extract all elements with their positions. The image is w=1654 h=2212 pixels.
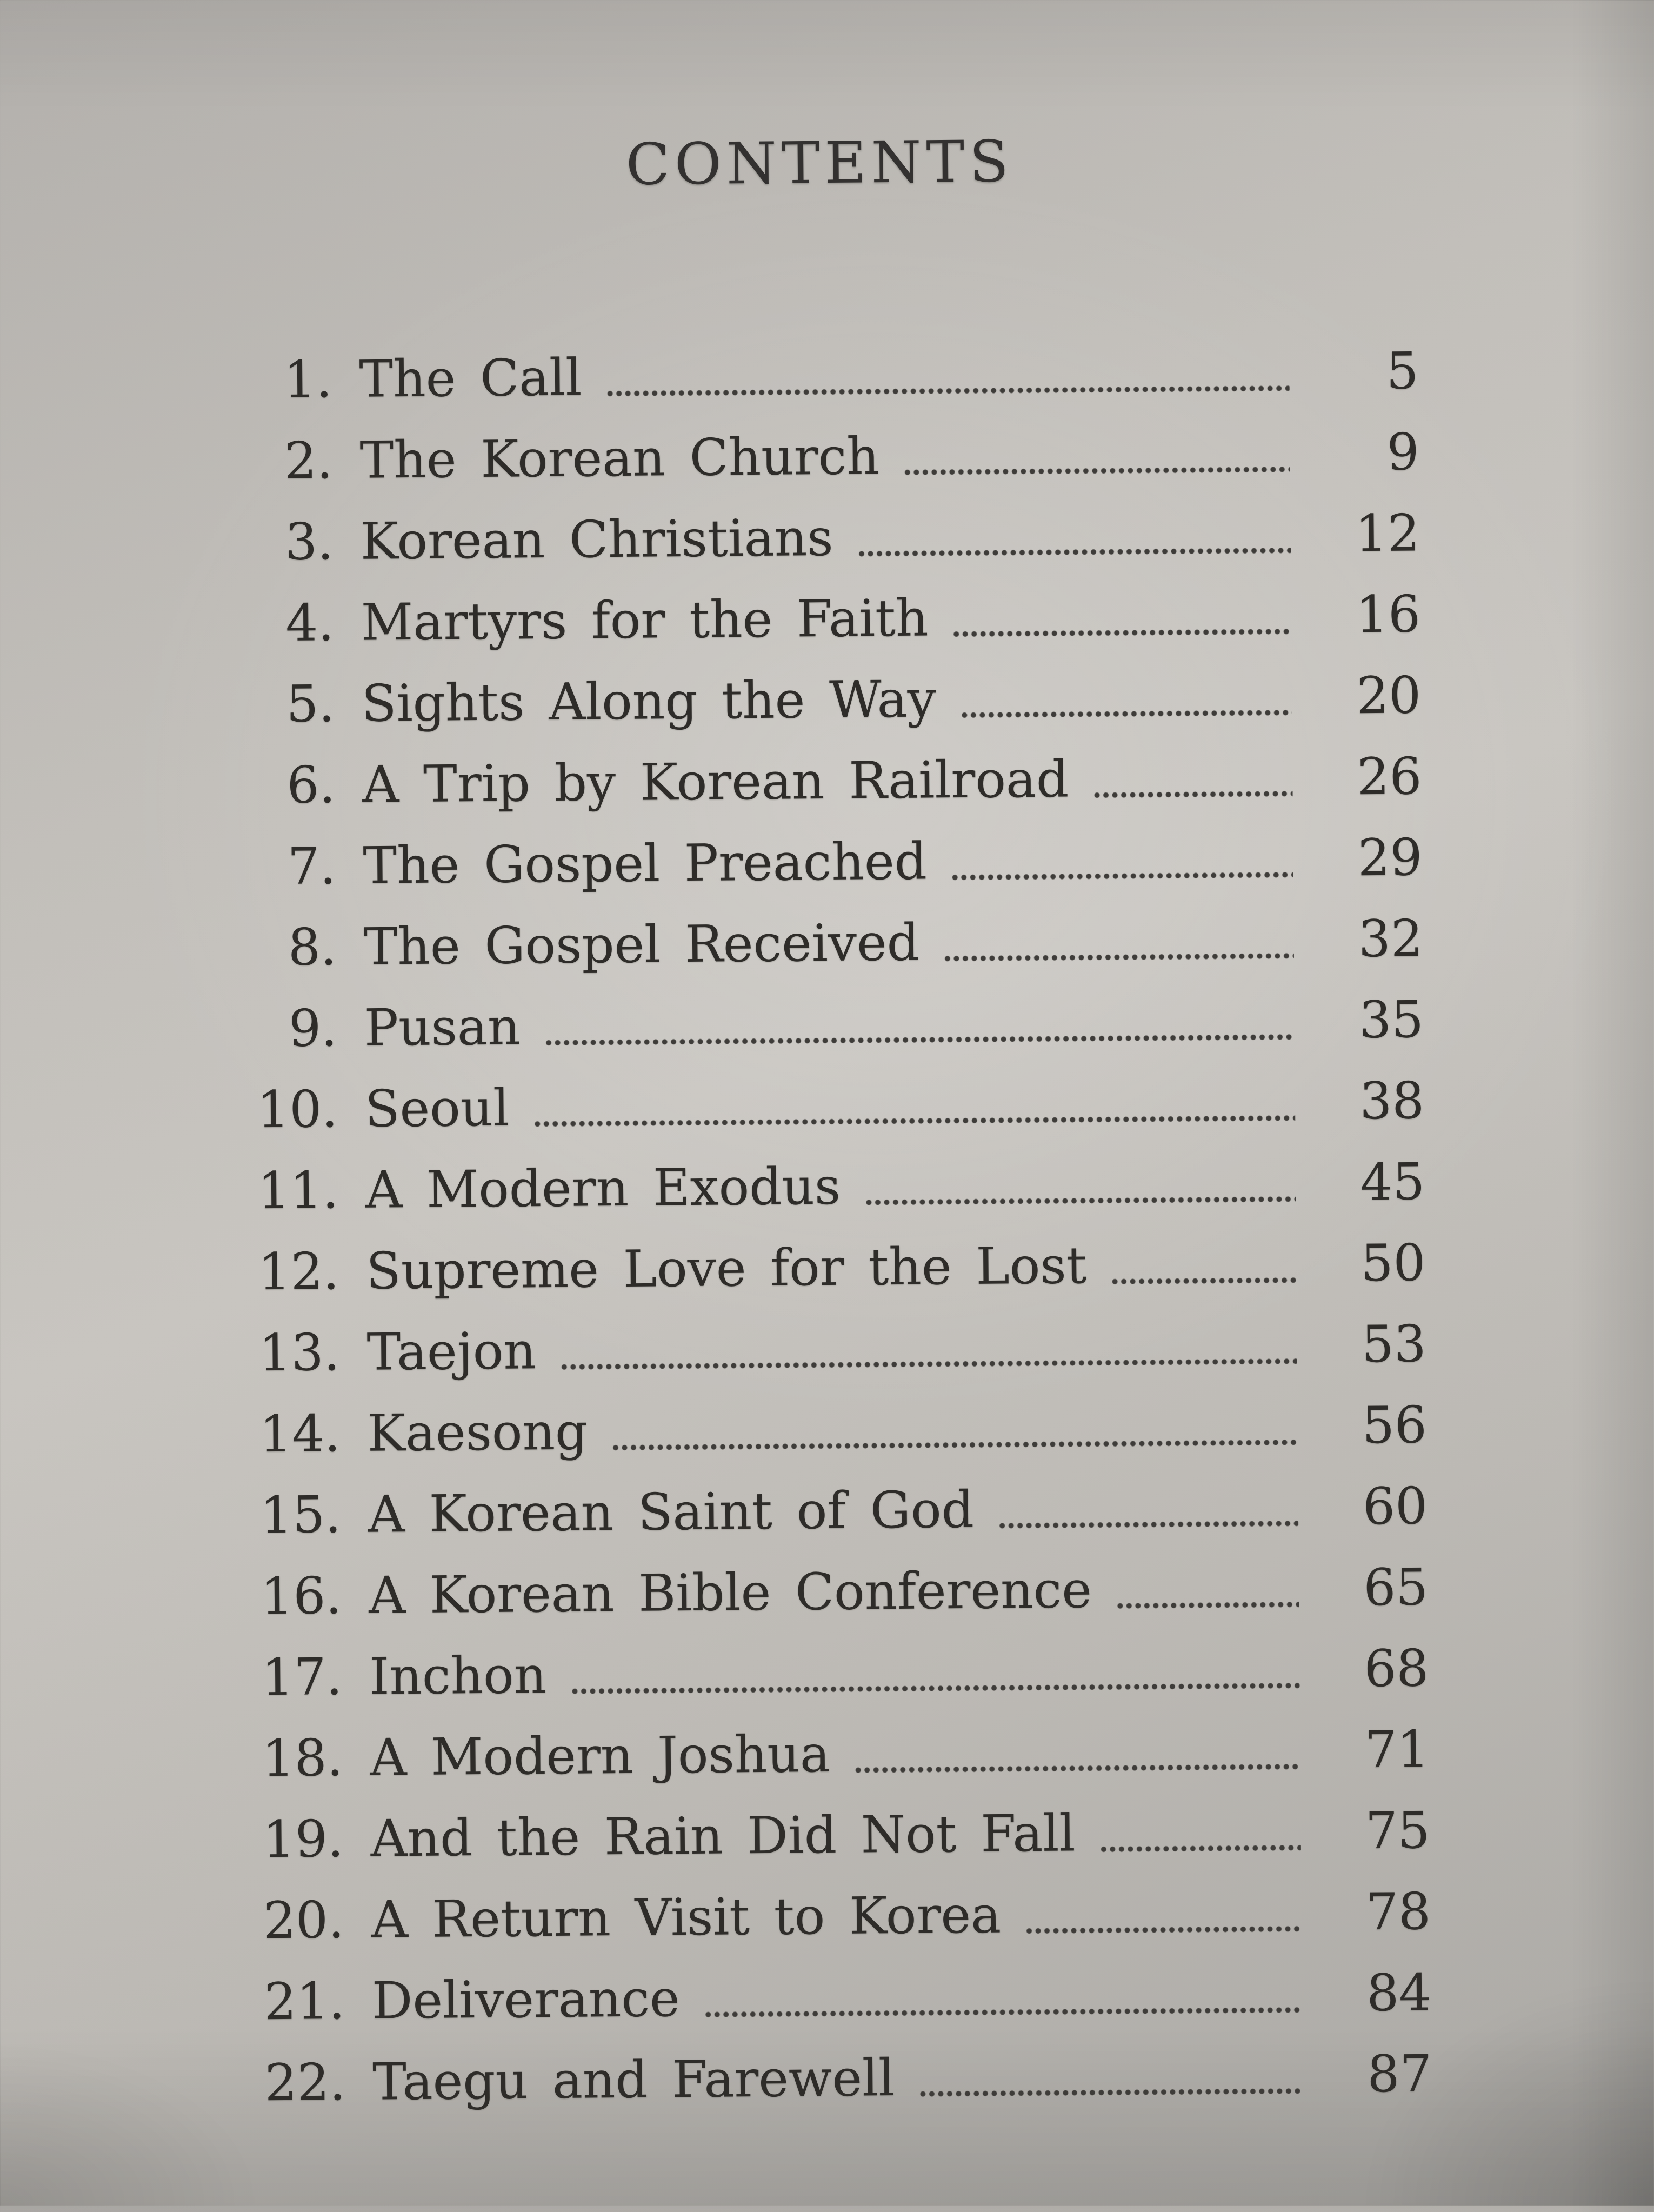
entry-number: 20. (263, 1891, 345, 1951)
toc-row (245, 1628, 1429, 1718)
entry-title: A Korean Bible Conference (368, 1561, 1092, 1625)
dot-leader-decoration (544, 1034, 1295, 1046)
entry-number: 1. (283, 350, 332, 410)
entry-title: Supreme Love for the Lost (365, 1236, 1087, 1301)
entry-title: The Gospel Preached (363, 832, 928, 896)
dot-leader-decoration (903, 466, 1290, 476)
entry-number: 21. (264, 1972, 345, 2032)
entry-page-number: 68 (1364, 1639, 1429, 1699)
toc-row (243, 1466, 1428, 1556)
entry-number: 18. (262, 1729, 343, 1789)
dot-leader-decoration (1092, 790, 1292, 798)
dot-leader-decoration (611, 1439, 1298, 1451)
entry-title: A Modern Exodus (365, 1157, 841, 1220)
entry-page-number: 35 (1358, 990, 1424, 1050)
entry-page-number: 53 (1361, 1315, 1426, 1375)
entry-title: Seoul (364, 1078, 510, 1139)
entry-title: Kaesong (367, 1402, 588, 1463)
entry-title: The Korean Church (359, 427, 880, 490)
toc-row (236, 493, 1420, 583)
dot-leader-decoration (952, 628, 1292, 637)
toc-row (235, 331, 1419, 421)
dot-leader-decoration (854, 1763, 1300, 1773)
toc-row (241, 1142, 1425, 1232)
entry-number: 5. (286, 675, 335, 734)
entry-title: A Trip by Korean Railroad (362, 750, 1069, 815)
toc-row (242, 1304, 1426, 1394)
entry-number: 14. (259, 1404, 341, 1464)
dot-leader-decoration (1099, 1844, 1301, 1853)
toc-row (247, 1953, 1431, 2043)
entry-page-number: 45 (1360, 1152, 1425, 1212)
entry-page-number: 5 (1386, 342, 1419, 401)
entry-title: Martyrs for the Faith (361, 589, 929, 652)
entry-number: 10. (257, 1080, 338, 1140)
entry-title: Deliverance (371, 1969, 681, 2031)
toc-row (238, 736, 1422, 827)
entry-title: A Korean Saint of God (368, 1480, 975, 1544)
entry-page-number: 78 (1365, 1882, 1431, 1942)
entry-number: 22. (264, 2053, 346, 2113)
dot-leader-decoration (951, 871, 1293, 881)
entry-page-number: 71 (1364, 1720, 1430, 1780)
toc-row (245, 1709, 1430, 1800)
entry-title: Inchon (369, 1646, 547, 1707)
entry-title: And the Rain Did Not Fall (370, 1804, 1076, 1869)
dot-leader-decoration (1111, 1277, 1297, 1285)
entry-page-number: 50 (1360, 1234, 1426, 1294)
dot-leader-decoration (533, 1115, 1295, 1127)
toc-row (240, 1061, 1424, 1151)
dot-leader-decoration (998, 1520, 1298, 1529)
entry-page-number: 26 (1357, 747, 1422, 807)
toc-row (238, 817, 1423, 908)
entry-number: 17. (261, 1648, 343, 1708)
entry-number: 13. (258, 1323, 341, 1383)
entry-number: 12. (258, 1242, 339, 1302)
entry-number: 15. (260, 1485, 342, 1545)
entry-number: 11. (257, 1161, 339, 1221)
dot-leader-decoration (864, 1196, 1296, 1205)
entry-page-number: 87 (1367, 2044, 1432, 2104)
entry-title: Taejon (366, 1322, 537, 1382)
entry-page-number: 29 (1357, 828, 1423, 888)
entry-page-number: 56 (1362, 1396, 1428, 1456)
entry-number: 4. (285, 594, 335, 653)
dot-leader-decoration (1116, 1601, 1299, 1609)
dot-leader-decoration (918, 2088, 1303, 2097)
entry-title: A Modern Joshua (370, 1724, 831, 1788)
entry-number: 2. (284, 431, 334, 491)
dot-leader-decoration (570, 1682, 1299, 1695)
dot-leader-decoration (1025, 1925, 1302, 1934)
toc-row (237, 655, 1422, 745)
entry-number: 19. (262, 1810, 344, 1870)
entry-page-number: 75 (1365, 1801, 1431, 1861)
entry-page-number: 65 (1363, 1558, 1429, 1618)
dot-leader-decoration (960, 709, 1292, 718)
entry-title: Pusan (364, 997, 521, 1058)
entry-title: Taegu and Farewell (372, 2049, 895, 2112)
entry-number: 8. (288, 918, 337, 977)
entry-number: 3. (284, 512, 334, 572)
toc-row (246, 1790, 1430, 1881)
toc-row (239, 980, 1424, 1070)
toc-row (244, 1547, 1429, 1637)
toc-row (246, 1871, 1431, 1962)
toc-row (248, 2034, 1432, 2124)
entry-title: Sights Along the Way (361, 670, 937, 734)
entry-page-number: 9 (1386, 423, 1420, 482)
entry-title: Korean Christians (360, 508, 833, 571)
entry-number: 9. (288, 999, 338, 1058)
entry-number: 16. (261, 1567, 342, 1627)
dot-leader-decoration (943, 952, 1294, 962)
entry-title: A Return Visit to Korea (371, 1885, 1002, 1950)
dot-leader-decoration (605, 385, 1289, 397)
entry-number: 6. (286, 756, 336, 815)
dot-leader-decoration (857, 547, 1291, 557)
entry-page-number: 16 (1355, 585, 1421, 645)
entry-number: 7. (287, 837, 336, 896)
toc-row (239, 898, 1423, 989)
page-title: CONTENTS (625, 128, 1014, 198)
dot-leader-decoration (704, 2007, 1302, 2018)
entry-page-number: 32 (1358, 909, 1424, 969)
toc-row (243, 1385, 1427, 1475)
toc-row (236, 574, 1420, 664)
entry-page-number: 12 (1355, 504, 1420, 564)
entry-page-number: 20 (1356, 666, 1422, 726)
entry-title: The Call (359, 348, 582, 409)
dot-leader-decoration (560, 1358, 1297, 1370)
entry-page-number: 60 (1362, 1477, 1428, 1537)
entry-title: The Gospel Received (363, 913, 920, 977)
toc-row (242, 1223, 1426, 1313)
table-of-contents (235, 331, 1432, 2124)
entry-page-number: 84 (1366, 1963, 1432, 2023)
toc-row (235, 412, 1419, 502)
entry-page-number: 38 (1359, 1071, 1425, 1131)
